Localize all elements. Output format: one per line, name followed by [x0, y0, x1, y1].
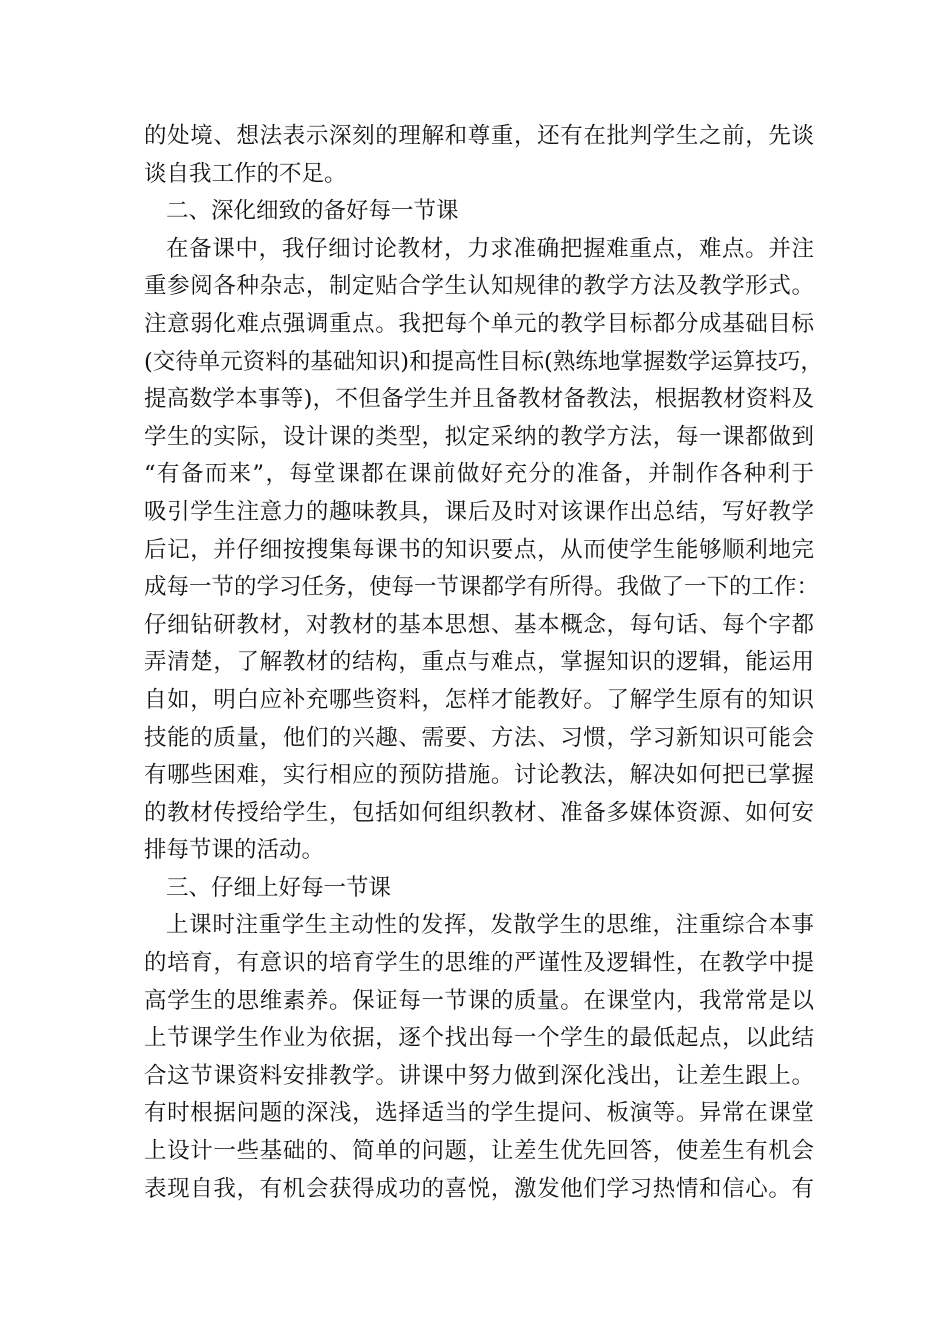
text-line: 的培育，有意识的培育学生的思维的严谨性及逻辑性，在教学中提	[144, 950, 814, 977]
text-line: (交待单元资料的基础知识)和提高性目标(熟练地掌握数学运算技巧，	[144, 348, 823, 375]
text-line: 提高数学本事等)，不但备学生并且备教材备教法，根据教材资料及	[144, 386, 814, 413]
text-line: 成每一节的学习任务，使每一节课都学有所得。我做了一下的工作：	[144, 574, 820, 601]
section-heading: 二、深化细致的备好每一节课	[166, 198, 459, 225]
text-line: 吸引学生注意力的趣味教具，课后及时对该课作出总结，写好教学	[144, 498, 814, 525]
text-line: 自如，明白应补充哪些资料，怎样才能教好。了解学生原有的知识	[144, 686, 814, 713]
section-heading: 三、仔细上好每一节课	[166, 874, 392, 901]
text-line: 表现自我，有机会获得成功的喜悦，激发他们学习热情和信心。有	[144, 1175, 814, 1202]
text-line: 仔细钻研教材，对教材的基本思想、基本概念，每句话、每个字都	[144, 611, 814, 638]
text-line: 合这节课资料安排教学。讲课中努力做到深化浅出，让差生跟上。	[144, 1062, 814, 1089]
text-line: 弄清楚，了解教材的结构，重点与难点，掌握知识的逻辑，能运用	[144, 649, 814, 676]
text-line: 排每节课的活动。	[144, 837, 325, 864]
text-line: 重参阅各种杂志，制定贴合学生认知规律的教学方法及教学形式。	[144, 273, 814, 300]
text-line: 上节课学生作业为依据，逐个找出每一个学生的最低起点，以此结	[144, 1025, 814, 1052]
text-line: 有时根据问题的深浅，选择适当的学生提问、板演等。异常在课堂	[144, 1100, 814, 1127]
text-line: “有备而来”，每堂课都在课前做好充分的准备，并制作各种利于	[144, 461, 814, 488]
text-line: 注意弱化难点强调重点。我把每个单元的教学目标都分成基础目标	[144, 310, 814, 337]
text-line: 高学生的思维素养。保证每一节课的质量。在课堂内，我常常是以	[144, 987, 814, 1014]
text-line: 技能的质量，他们的兴趣、需要、方法、习惯，学习新知识可能会	[144, 724, 814, 751]
text-line: 上设计一些基础的、简单的问题，让差生优先回答，使差生有机会	[144, 1138, 814, 1165]
document-body	[144, 118, 823, 1208]
text-line: 的教材传授给学生，包括如何组织教材、准备多媒体资源、如何安	[144, 799, 814, 826]
text-line: 有哪些困难，实行相应的预防措施。讨论教法，解决如何把已掌握	[144, 762, 814, 789]
text-line: 谈自我工作的不足。	[144, 160, 347, 187]
paragraph-first-line: 在备课中，我仔细讨论教材，力求准确把握难重点，难点。并注	[166, 235, 814, 262]
text-line: 后记，并仔细按搜集每课书的知识要点，从而使学生能够顺利地完	[144, 536, 814, 563]
paragraph-first-line: 上课时注重学生主动性的发挥，发散学生的思维，注重综合本事	[166, 912, 814, 939]
text-line: 学生的实际，设计课的类型，拟定采纳的教学方法，每一课都做到	[144, 423, 814, 450]
text-line: 的处境、想法表示深刻的理解和尊重，还有在批判学生之前，先谈	[144, 123, 814, 149]
